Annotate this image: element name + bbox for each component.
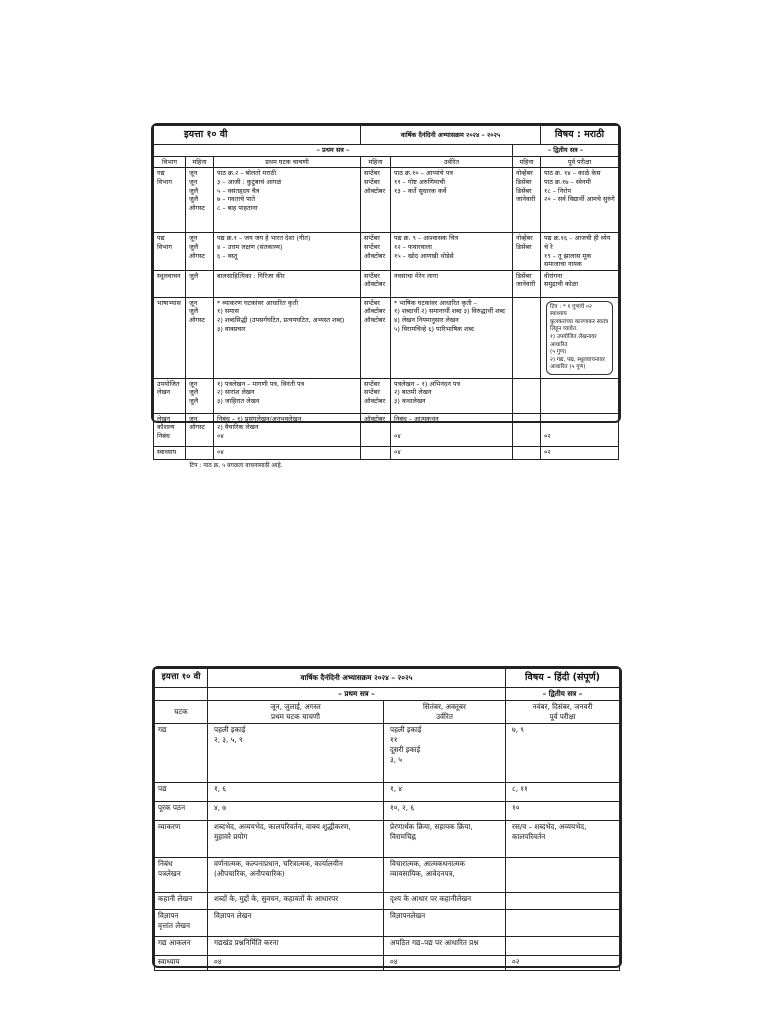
cell-section: उपयोजित लेखन [154,378,186,413]
subject-label: विषय : मराठी [541,126,619,145]
cell-c1: पद्य क्र.१ – जय जय हे भारत देशा (गीत) ४ – उत्तम लक्षण (संतकाव्य) ६ – वस्तू [214,233,361,271]
cell-section: गद्य विभाग [154,168,186,233]
cell-c2: पाठ क्र.१० – आप्पांचे पत्र ११ – गोष्ट अरुणिमाची १३ – कर्ते सुधारक कर्वे [391,168,513,233]
hindi-row [155,783,620,802]
cell-m3 [513,297,541,378]
col-header: महिना [513,156,541,168]
col-header: पूर्व परीक्षा [541,156,619,168]
cell-label: स्वाध्याय [155,956,208,971]
cell-m3: नोव्हेंबर डिसेंबर [513,233,541,271]
cell-m1: जून जुलै ऑगस्ट [186,233,214,271]
cell-c3 [506,910,620,937]
hindi-title-row [155,669,620,688]
col-header: नवंबर, दिसंबर, जनवरी पूर्व परीक्षा [506,701,620,724]
cell-m1: जून जून जुलै जुलै ऑगस्ट [186,168,214,233]
cell-c3: रस/व – शब्दभेद, अव्ययभेद, कालपरिवर्तन [506,821,620,858]
doc-title: वार्षिक दैनंदिनी अभ्यासक्रम २०२४ – २०२५ [361,126,541,145]
footnote-row [154,459,619,472]
marathi-syllabus-table [151,123,621,469]
hindi-row [155,724,620,783]
cell-c2: विज्ञापनलेखन [384,910,506,937]
marathi-row [154,233,619,271]
cell-c1: १, ६ [208,783,384,802]
col-header: प्रथम घटक चाचणी [214,156,361,168]
cell-m3 [513,446,541,459]
cell-c3 [506,858,620,893]
cell-c2: पद्य क्र. ९ – आश्वासक चित्र १२ – फवारवाला १५ – खोद आणखी थोडेसे [391,233,513,271]
term-row [155,688,620,701]
marathi-row [154,168,619,233]
column-header-row [154,156,619,168]
doc-title: वार्षिक दैनंदिनी अभ्यासक्रम २०२४ – २०२५ [208,669,506,688]
col-header: घटक [155,701,208,724]
cell-c1: ०४ [214,446,361,459]
blank-cell [155,688,208,701]
cell-c1: ०४ [208,956,384,971]
cell-label: व्याकरण [155,821,208,858]
column-header-row [155,701,620,724]
cell-m1: जून जुलै ऑगस्ट [186,297,214,378]
cell-c3 [506,893,620,910]
first-term-label: – प्रथम सत्र – [208,688,506,701]
cell-m2: सप्टेंबर ऑक्टोबर [361,270,391,297]
cell-c3: ०२ [541,446,619,459]
cell-c2: प्रेरणार्थक क्रिया, सहायक क्रिया, विरामचिह्न [384,821,506,858]
cell-c1: निबंध – १) प्रसंगलेखन/अनुभवलेखन २) वैचारिक लेखन ०४ [214,413,361,446]
cell-c3 [541,297,619,378]
cell-label: विज्ञापन वृत्तांत लेखन [155,910,208,937]
col-header: विभाग [154,156,186,168]
cell-m1: जुलै [186,270,214,297]
cell-c3: पद्य क्र.१६ – आजची ही ध्येय चे रे १९ – तू झालास मूक समाजाचा नायक [541,233,619,271]
cell-c2: अपठित गद्य–पद्य पर आधारित प्रश्न [384,937,506,956]
col-header: सितंबर, अक्तूबर उर्वरित [384,701,506,724]
marathi-row [154,413,619,446]
cell-m3 [513,413,541,446]
marathi-row [154,297,619,378]
marathi-table [153,125,619,472]
cell-c1: वर्णनात्मक, कल्पनाप्रधान, चरित्रात्मक, कार्यालयीन (औपचारिक, अनौपचारिक) [208,858,384,893]
cell-c1: शब्दों के, मुद्दों के, सुवचन, कहावतों के आधारपर [208,893,384,910]
cell-m2: ऑक्टोबर [361,413,391,446]
cell-c2: * भाषिक घटकांवर आधारित कृती – १) शब्दार्थी २) समानार्थी शब्द ३) विरुद्धार्थी शब्द ४) लेखन नियमानुसार लेखन ५) विरामचिन्हे ६) पारिभाषिक शब्द [391,297,513,378]
cell-label: पद्य [155,783,208,802]
class-label: इयत्ता १० वी [155,669,208,688]
cell-c1: बालसाहित्यिका : गिरिजा कीर [214,270,361,297]
cell-section: लेखन कौशल्य निबंध [154,413,186,446]
cell-c3: ८, ११ [506,783,620,802]
subject-label: विषय - हिंदी (संपूर्ण) [506,669,620,688]
cell-c3: वीरांगना समुद्राची कोळा [541,270,619,297]
cell-c1: विज्ञापन लेखन [208,910,384,937]
cell-label: कहानी लेखन [155,893,208,910]
cell-c3: १० [506,802,620,821]
cell-m2: सप्टेंबर सप्टेंबर ऑक्टोबर [361,168,391,233]
cell-c2: ०४ [384,956,506,971]
cell-c2: ०४ [391,446,513,459]
cell-c1: ४, ७ [208,802,384,821]
cell-label: गद्य [155,724,208,783]
cell-c3: पाठ क्र. १४ – काळे केस पाठ क्र.१७ – स्वेनमी १८ – निरोप २० – सर्व विद्यार्थी आमचे सुरुंगे [541,168,619,233]
cell-c2: विचारात्मक, आत्मकथनात्मक व्यावसायिक, आवेदनपत्र, [384,858,506,893]
cell-m3: नोव्हेंबर डिसेंबर डिसेंबर जानेवारी [513,168,541,233]
cell-m3: डिसेंबर जानेवारी [513,270,541,297]
hindi-table [154,668,620,971]
cell-m2 [361,446,391,459]
cell-c1: * व्याकरण घटकांवर आधारित कृती १) समास २) शब्दसिद्धी (उपसर्गघटित, प्रत्ययघटित, अभ्यस्त शब्द) ३) वाक्प्रचार [214,297,361,378]
cell-c1: पाठ क्र.२ – बोलतो मराठी ३ – आजी : कुटुंबाचं आगळं ५ – वसंतहृदय चैत्र ७ – गवताचे पाते ८ – बाह पाहताना [214,168,361,233]
class-label: इयत्ता १० वी [154,126,361,145]
marathi-title-row [154,126,619,145]
cell-section: भाषाभ्यास [154,297,186,378]
hindi-row [155,956,620,971]
cell-c2: दृश्य के आधार पर कहानीलेखन [384,893,506,910]
col-header: जून, जुलाई, अगस्त प्रथम घटक चाचणी [208,701,384,724]
cell-m2: सप्टेंबर सप्टेंबर ऑक्टोबर [361,378,391,413]
footnote: टिप : पाठ क्र. ५ वगळता वाचनासाठी आहे. [189,461,283,469]
cell-c3 [541,378,619,413]
cell-c3 [506,937,620,956]
cell-m2: सप्टेंबर ऑक्टोबर ऑक्टोबर [361,297,391,378]
cell-c2: पहली इकाई ११ दूसरी इकाई ३, ५ [384,724,506,783]
hindi-row [155,802,620,821]
cell-label: निबंध पत्रलेखन [155,858,208,893]
cell-section: पद्य विभाग [154,233,186,271]
hindi-row [155,893,620,910]
cell-c1: पहली इकाई २, ३, ५, ९ [208,724,384,783]
cell-c3: ७, ९ [506,724,620,783]
cell-c1: १) पत्रलेखन – मागणी पत्र, विनंती पत्र २) सारांश लेखन ३) जाहिरात लेखन [214,378,361,413]
cell-c1: शब्दभेद, अव्ययभेद, कालपरिवर्तन, वाक्य शुद्धीकरण, मुहावरे प्रयोग [208,821,384,858]
cell-m2: सप्टेंबर सप्टेंबर ऑक्टोबर [361,233,391,271]
cell-label: पूरक पठन [155,802,208,821]
cell-c1: गद्यखंड प्रश्ननिर्मिति करना [208,937,384,956]
marathi-row [154,378,619,413]
second-term-label: – द्वितीय सत्र – [506,688,620,701]
cell-m1: जून जुलै जुलै [186,378,214,413]
marathi-row [154,446,619,459]
cell-label: गद्य आकलन [155,937,208,956]
hindi-row [155,821,620,858]
marathi-row [154,270,619,297]
hindi-row [155,910,620,937]
cell-c2: पत्रलेखन – १) अभिनंदन पत्र २) बातमी लेखन ३) कथालेखन [391,378,513,413]
cell-m1: जून ऑगस्ट [186,413,214,446]
hindi-row [155,937,620,956]
cell-c2: निबंध – आत्मकथन ०४ [391,413,513,446]
assignment-note-box: टिप : * १ गुणांचे ०२ स्वाध्याय कुलकरांच्या कारणाकर स्वतंत्र लिहून घ्यावेत. १) उपयोजित लेखनावर आधारित (५ गुण) २) गद्य, पद्य, स्थूलवाचनावर आधारित (५ गुण) [546,301,613,375]
col-header: महिना [361,156,391,168]
cell-c2: नवसाचा मेरेन लागा [391,270,513,297]
cell-section: स्वाध्याय [154,446,186,459]
col-header: महिना [186,156,214,168]
second-term-label: – द्वितीय सत्र – [513,145,619,157]
cell-c2: १०, २, ६ [384,802,506,821]
col-header: उर्वरित [391,156,513,168]
hindi-row [155,858,620,893]
cell-c3: ०२ [541,413,619,446]
cell-m1 [186,446,214,459]
cell-c2: १, ४ [384,783,506,802]
cell-c3: ०२ [506,956,620,971]
hindi-syllabus-table [152,666,622,968]
cell-section: स्थूलवाचन [154,270,186,297]
first-term-label: – प्रथम सत्र – [154,145,513,157]
cell-m3 [513,378,541,413]
term-row [154,145,619,157]
